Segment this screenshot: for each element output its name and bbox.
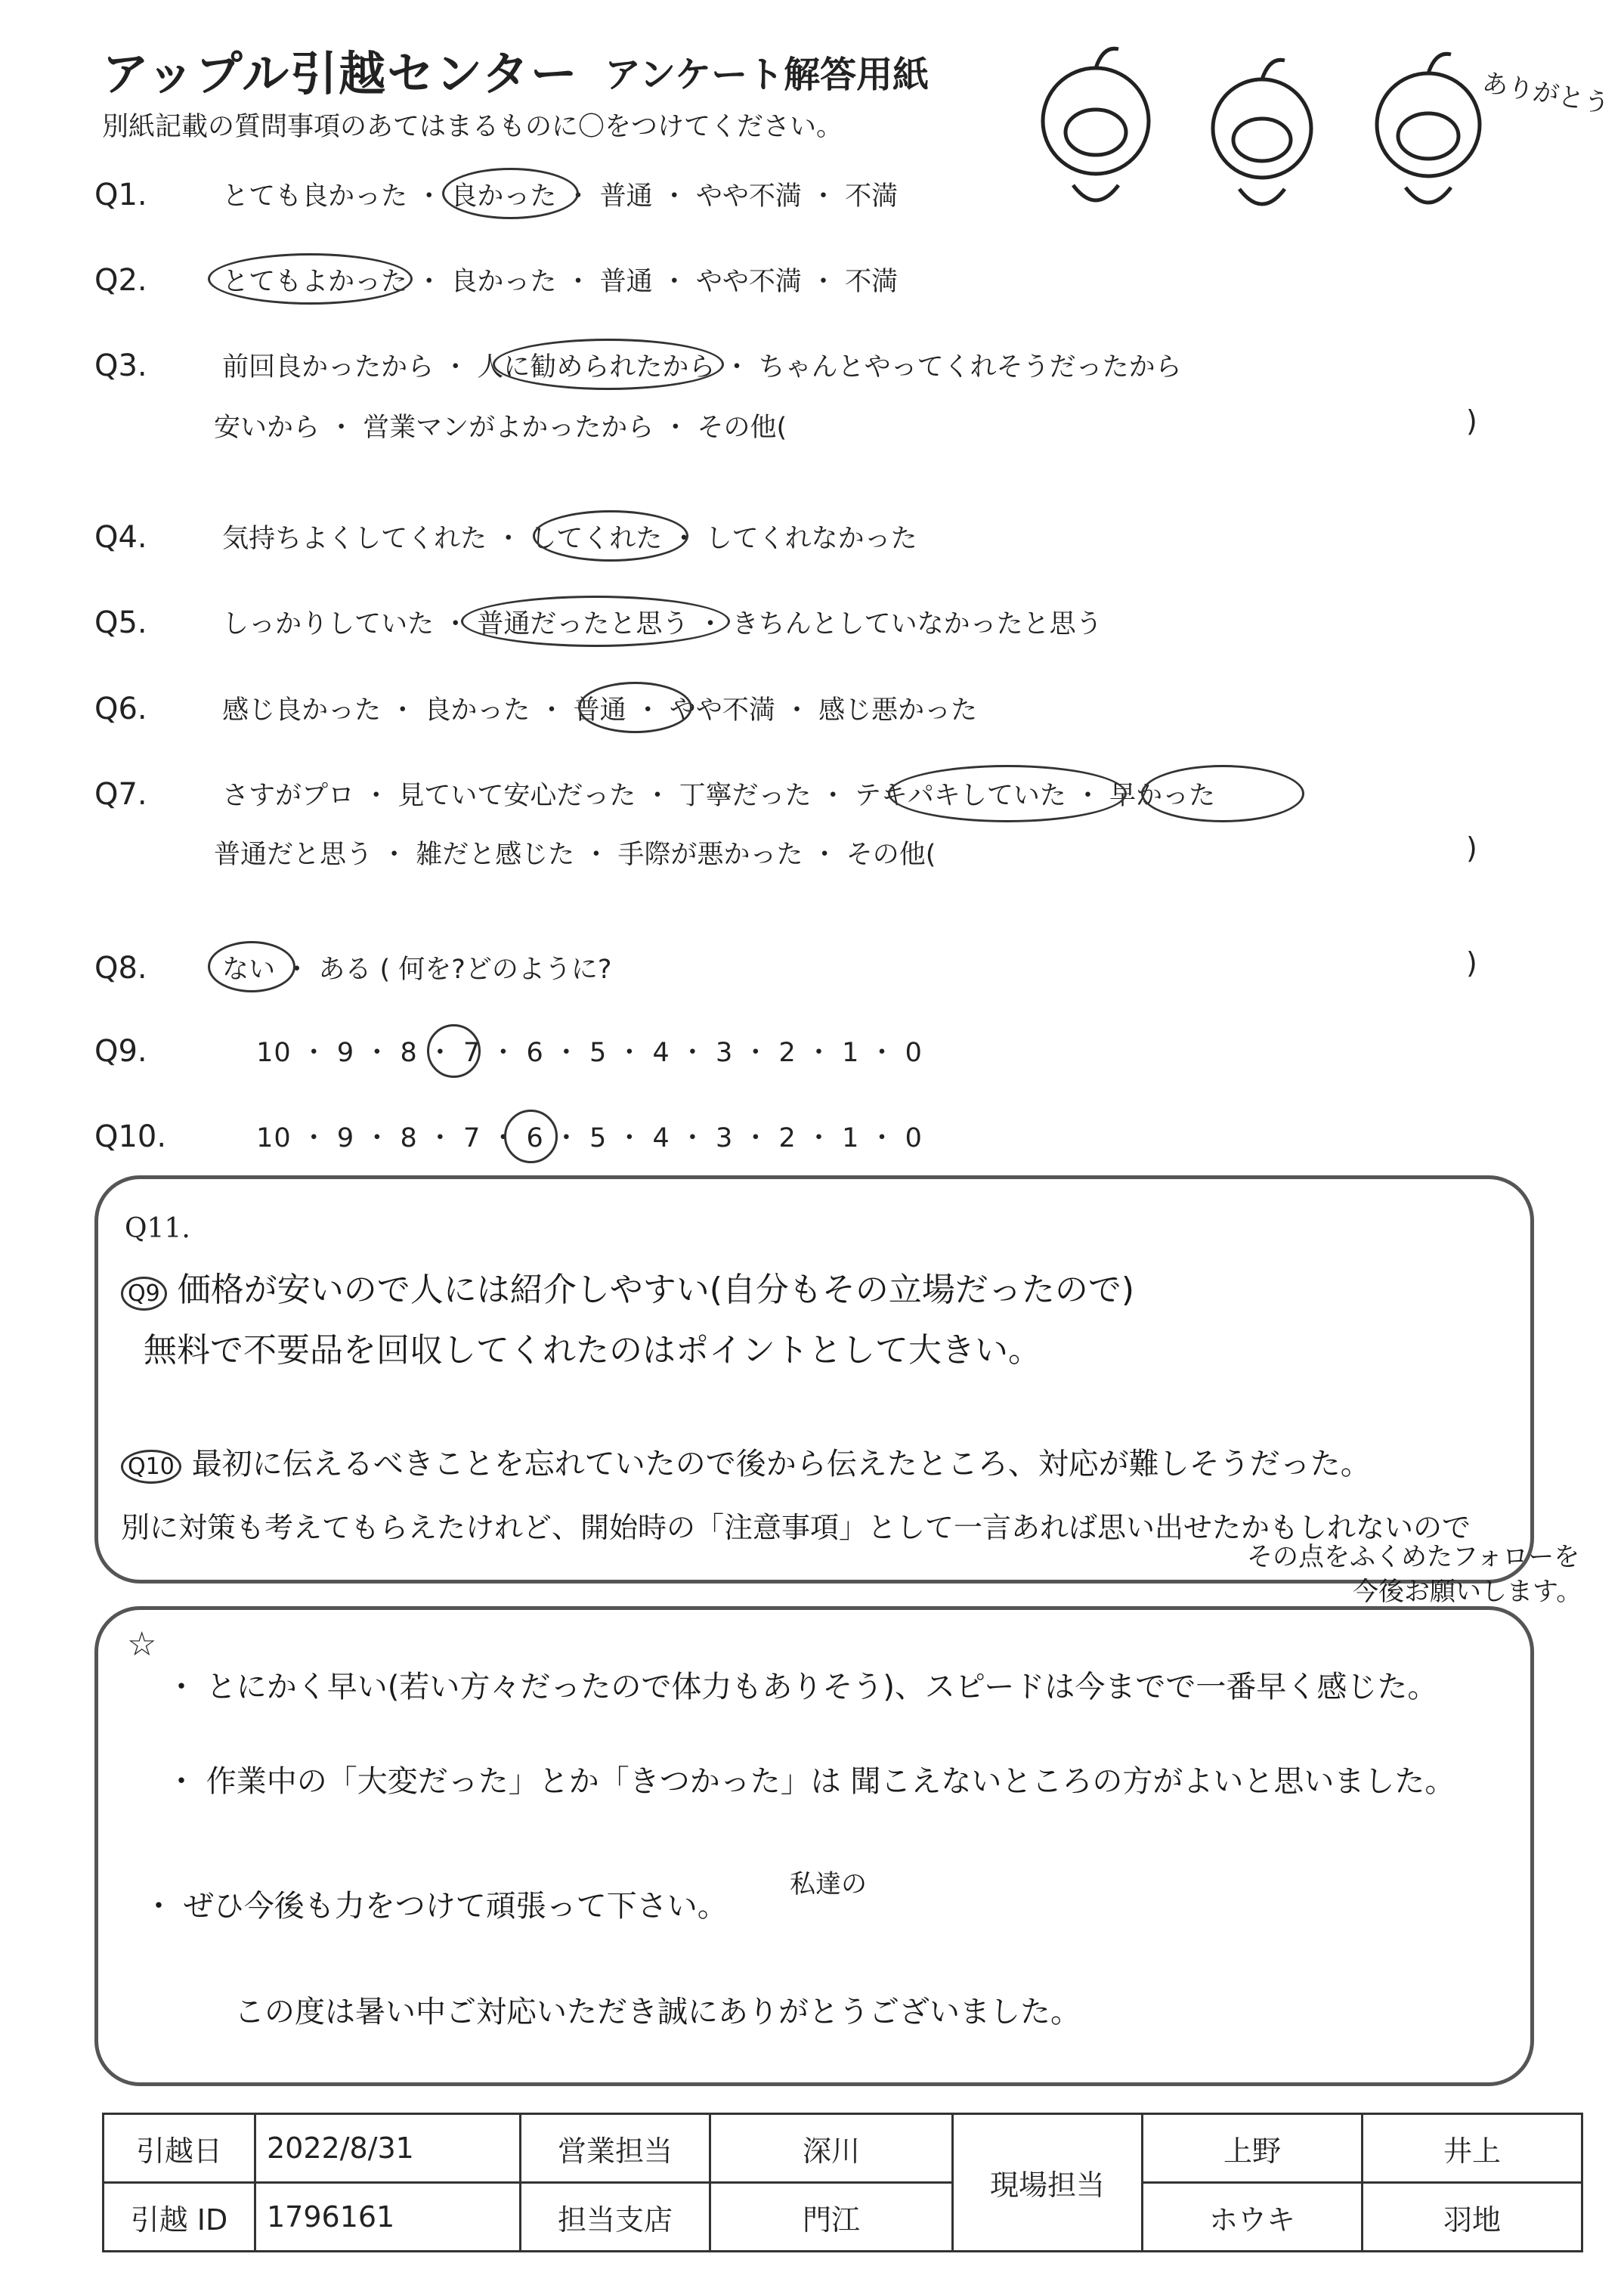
comment-line2: ・ 作業中の「大変だった」とか「きつかった」は 聞こえないところの方がよいと思いました。 xyxy=(166,1764,1455,1799)
answer-circle-q3 xyxy=(493,339,724,390)
instructions: 別紙記載の質問事項のあてはまるものに〇をつけてください。 xyxy=(102,112,843,142)
question-q8 xyxy=(94,949,611,986)
staff1-value[interactable]: 上野 xyxy=(1143,2114,1363,2183)
answer-circle-q10 xyxy=(504,1110,558,1163)
q11-label: Q11. xyxy=(125,1213,190,1244)
answer-circle-q7b xyxy=(1141,765,1304,822)
q8-paren: ) xyxy=(1466,946,1477,980)
rating-scale[interactable]: 10 ・ 9 ・ 8 ・ 7 ・ 6 ・ 5 ・ 4 ・ 3 ・ 2 ・ 1 ・ 0 xyxy=(256,1123,923,1153)
comment-insert: 私達の xyxy=(790,1869,867,1899)
sales-label: 営業担当 xyxy=(521,2114,710,2183)
staff4-value[interactable]: 羽地 xyxy=(1363,2183,1582,2252)
comment-line3: ・ ぜひ今後も力をつけて頑張って下さい。 xyxy=(144,1889,728,1924)
question-options[interactable]: しっかりしていた ・ 普通だったと思う ・ きちんとしていなかったと思う xyxy=(222,609,1103,639)
sales-value[interactable]: 深川 xyxy=(710,2114,953,2183)
moving-date-label: 引越日 xyxy=(104,2114,255,2183)
footer-table xyxy=(102,2113,1583,2252)
answer-circle-q2 xyxy=(208,253,413,305)
q11-line3: Q10 最初に伝えるべきことを忘れていたので後から伝えたところ、対応が難しそうだった。 xyxy=(121,1440,1371,1484)
question-options[interactable]: 気持ちよくしてくれた ・ してくれた ・ してくれなかった xyxy=(222,524,917,554)
branch-value[interactable]: 門江 xyxy=(710,2183,953,2252)
question-number: Q6. xyxy=(94,692,147,726)
question-q9 xyxy=(94,1032,923,1070)
question-number: Q9. xyxy=(94,1034,147,1069)
answer-circle-q5 xyxy=(461,596,730,647)
company-title: アップル引越センター xyxy=(102,46,579,101)
moving-date-value[interactable]: 2022/8/31 xyxy=(255,2114,521,2183)
form-subtitle: アンケート解答用紙 xyxy=(605,54,930,96)
q11-line4: 別に対策も考えてもらえたけれど、開始時の「注意事項」として一言あれば思い出せたかもしれないので xyxy=(121,1511,1471,1544)
answer-circle-q9 xyxy=(427,1024,481,1078)
question-options[interactable]: さすがプロ ・ 見ていて安心だった ・ 丁寧だった ・ テキパキしていた ・ 早かった xyxy=(222,781,1216,811)
moving-id-label: 引越 ID xyxy=(104,2183,255,2252)
q3-paren: ) xyxy=(1466,404,1477,438)
q11-line5: その点をふくめたフォローを xyxy=(1247,1542,1580,1572)
question-number: Q8. xyxy=(94,951,147,986)
branch-label: 担当支店 xyxy=(521,2183,710,2252)
q10-tag: Q10 xyxy=(121,1450,181,1484)
answer-circle-q8 xyxy=(208,941,295,992)
question-q6 xyxy=(94,689,977,727)
question-number: Q1. xyxy=(94,178,147,212)
question-number: Q2. xyxy=(94,263,147,298)
mascot-text: ありがとう xyxy=(1480,67,1612,120)
question-number: Q10. xyxy=(94,1119,167,1154)
question-number: Q3. xyxy=(94,348,147,383)
question-number: Q5. xyxy=(94,605,147,640)
staff3-value[interactable]: ホウキ xyxy=(1143,2183,1363,2252)
answer-circle-q7a xyxy=(888,765,1127,822)
star-icon: ☆ xyxy=(127,1625,157,1664)
moving-id-value[interactable]: 1796161 xyxy=(255,2183,521,2252)
answer-circle-q1 xyxy=(442,168,579,219)
q11-line2: 無料で不要品を回収してくれたのはポイントとして大きい。 xyxy=(144,1331,1041,1370)
q9-tag: Q9 xyxy=(121,1277,167,1311)
comment-line4: この度は暑い中ご対応いただき誠にありがとうございました。 xyxy=(234,1995,1081,2029)
question-options[interactable]: 感じ良かった ・ 良かった ・ 普通 ・ やや不満 ・ 感じ悪かった xyxy=(222,695,978,726)
field-staff-label: 現場担当 xyxy=(953,2114,1143,2252)
question-q3-line2[interactable]: 安いから ・ 営業マンがよかったから ・ その他( xyxy=(214,413,787,443)
rating-scale[interactable]: 10 ・ 9 ・ 8 ・ 7 ・ 6 ・ 5 ・ 4 ・ 3 ・ 2 ・ 1 ・ 0 xyxy=(256,1038,923,1068)
question-options[interactable]: とても良かった ・ 良かった ・ 普通 ・ やや不満 ・ 不満 xyxy=(222,181,899,212)
question-number: Q7. xyxy=(94,777,147,812)
q11-line6: 今後お願いします。 xyxy=(1353,1577,1582,1607)
mascot-illustration xyxy=(1020,38,1612,234)
question-q4 xyxy=(94,518,917,556)
question-options[interactable]: ない ・ ある ( 何を?どのように? xyxy=(222,955,612,985)
question-q7-line2[interactable]: 普通だと思う ・ 雑だと感じた ・ 手際が悪かった ・ その他( xyxy=(214,840,936,870)
answer-circle-q6 xyxy=(578,682,692,733)
question-options[interactable]: 前回良かったから ・ 人に勧められたから ・ ちゃんとやってくれそうだったから xyxy=(222,352,1182,382)
question-options[interactable]: とてもよかった ・ 良かった ・ 普通 ・ やや不満 ・ 不満 xyxy=(222,267,899,297)
question-number: Q4. xyxy=(94,520,147,555)
q7-paren: ) xyxy=(1466,831,1477,865)
staff2-value[interactable]: 井上 xyxy=(1363,2114,1582,2183)
q11-line1: Q9 価格が安いので人には紹介しやすい(自分もその立場だったので) xyxy=(121,1262,1134,1311)
answer-circle-q4 xyxy=(533,510,688,562)
comment-line1: ・ とにかく早い(若い方々だったので体力もありそう)、スピードは今までで一番早く感じた。 xyxy=(166,1670,1438,1704)
